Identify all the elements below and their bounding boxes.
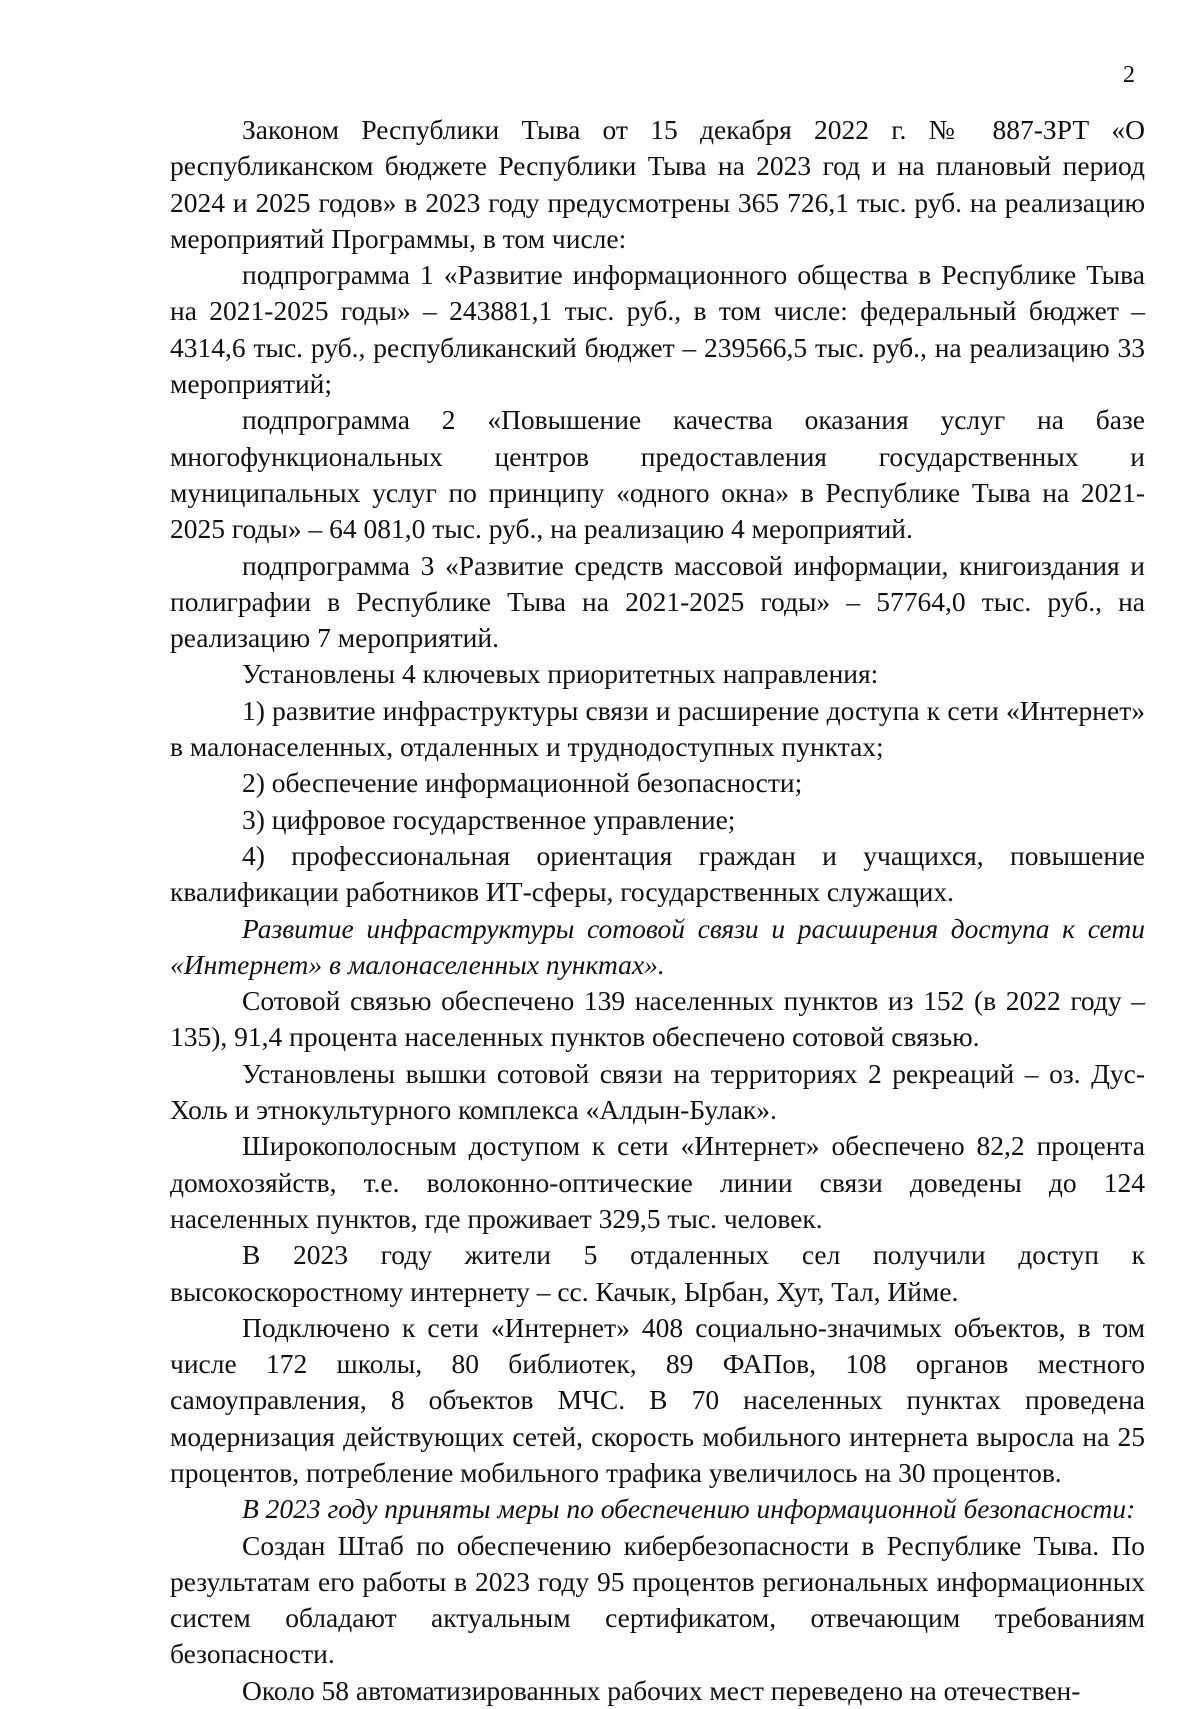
section-heading-security: В 2023 году приняты меры по обеспечению информационной безопасности: [242,1493,1136,1525]
list-item-priority-1: 1) развитие инфраструктуры связи и расширение доступа к сети «Интернет» в малонаселенных, отдаленных и труднодоступных пунктах; [170,694,1145,763]
paragraph-cybersecurity-hq: Создан Штаб по обеспечению кибербезопасности в Республике Тыва. По результатам его работы в 2023 году 95 процентов региональных информационных систем обладают актуальным сертификатом, отвечающим требованиям безопасности. [170,1529,1145,1670]
document-body [170,112,1145,1709]
paragraph-subprogram-3: подпрограмма 3 «Развитие средств массовой информации, книгоиздания и полиграфии в Республике Тыва на 2021-2025 годы» – 57764,0 тыс. руб., на реализацию 7 мероприятий. [170,549,1145,654]
paragraph-remote-villages: В 2023 году жители 5 отдаленных сел получили доступ к высокоскоростному интернету – сс. Качык, Ырбан, Хут, Тал, Ийме. [170,1239,1145,1307]
list-item-priority-2: 2) обеспечение информационной безопасности; [242,767,803,799]
paragraph-social-objects: Подключено к сети «Интернет» 408 социально-значимых объектов, в том числе 172 школы, 80 библиотек, 89 ФАПов, 108 органов местного самоуправления, 8 объектов МЧС. В 70 населенных пунктах проведена модернизация действующих сетей, скорость мобильного интернета выросла на 25 процентов, потребление мобильного трафика увеличилось на 30 процентов. [170,1311,1145,1488]
paragraph-cell-towers: Установлены вышки сотовой связи на территориях 2 рекреаций – оз. Дус-Холь и этнокультурного комплекса «Алдын-Булак». [170,1057,1145,1126]
paragraph-budget-law: Законом Республики Тыва от 15 декабря 2022 г. № 887-ЗРТ «О республиканском бюджете Республики Тыва на 2023 год и на плановый период 2024 и 2025 годов» в 2023 году предусмотрены 365 726,1 тыс. руб. на реализацию мероприятий Программы, в том числе: [170,114,1145,254]
list-item-priority-3: 3) цифровое государственное управление; [242,803,736,835]
paragraph-workstations: Около 58 автоматизированных рабочих мест переведено на отечествен- [242,1674,1081,1706]
paragraph-broadband: Широкополосным доступом к сети «Интернет» обеспечено 82,2 процента домохозяйств, т.е. волоконно-оптические линии связи доведены до 124 населенных пунктов, где проживает 329,5 тыс. человек. [170,1130,1145,1234]
page-number: 2 [1123,62,1135,88]
section-heading-infrastructure: Развитие инфраструктуры сотовой связи и расширения доступа к сети «Интернет» в малонаселенных пунктах». [170,912,1145,980]
paragraph-cellular-coverage: Сотовой связью обеспечено 139 населенных пунктов из 152 (в 2022 году – 135), 91,4 процента населенных пунктов обеспечено сотовой связью. [170,985,1145,1053]
paragraph-subprogram-2: подпрограмма 2 «Повышение качества оказания услуг на базе многофункциональных центров предоставления государственных и муниципальных услуг по принципу «одного окна» в Республике Тыва на 2021-2025 годы» – 64 081,0 тыс. руб., на реализацию 4 мероприятий. [170,404,1145,545]
paragraph-priorities-intro: Установлены 4 ключевых приоритетных направления: [242,658,879,690]
list-item-priority-4: 4) профессиональная ориентация граждан и учащихся, повышение квалификации работников ИТ-сферы, государственных служащих. [170,839,1145,908]
paragraph-subprogram-1: подпрограмма 1 «Развитие информационного общества в Республике Тыва на 2021-2025 годы» – 243881,1 тыс. руб., в том числе: федеральный бюджет – 4314,6 тыс. руб., республиканский бюджет – 239566,5 тыс. руб., на реализацию 33 мероприятий; [170,259,1145,400]
